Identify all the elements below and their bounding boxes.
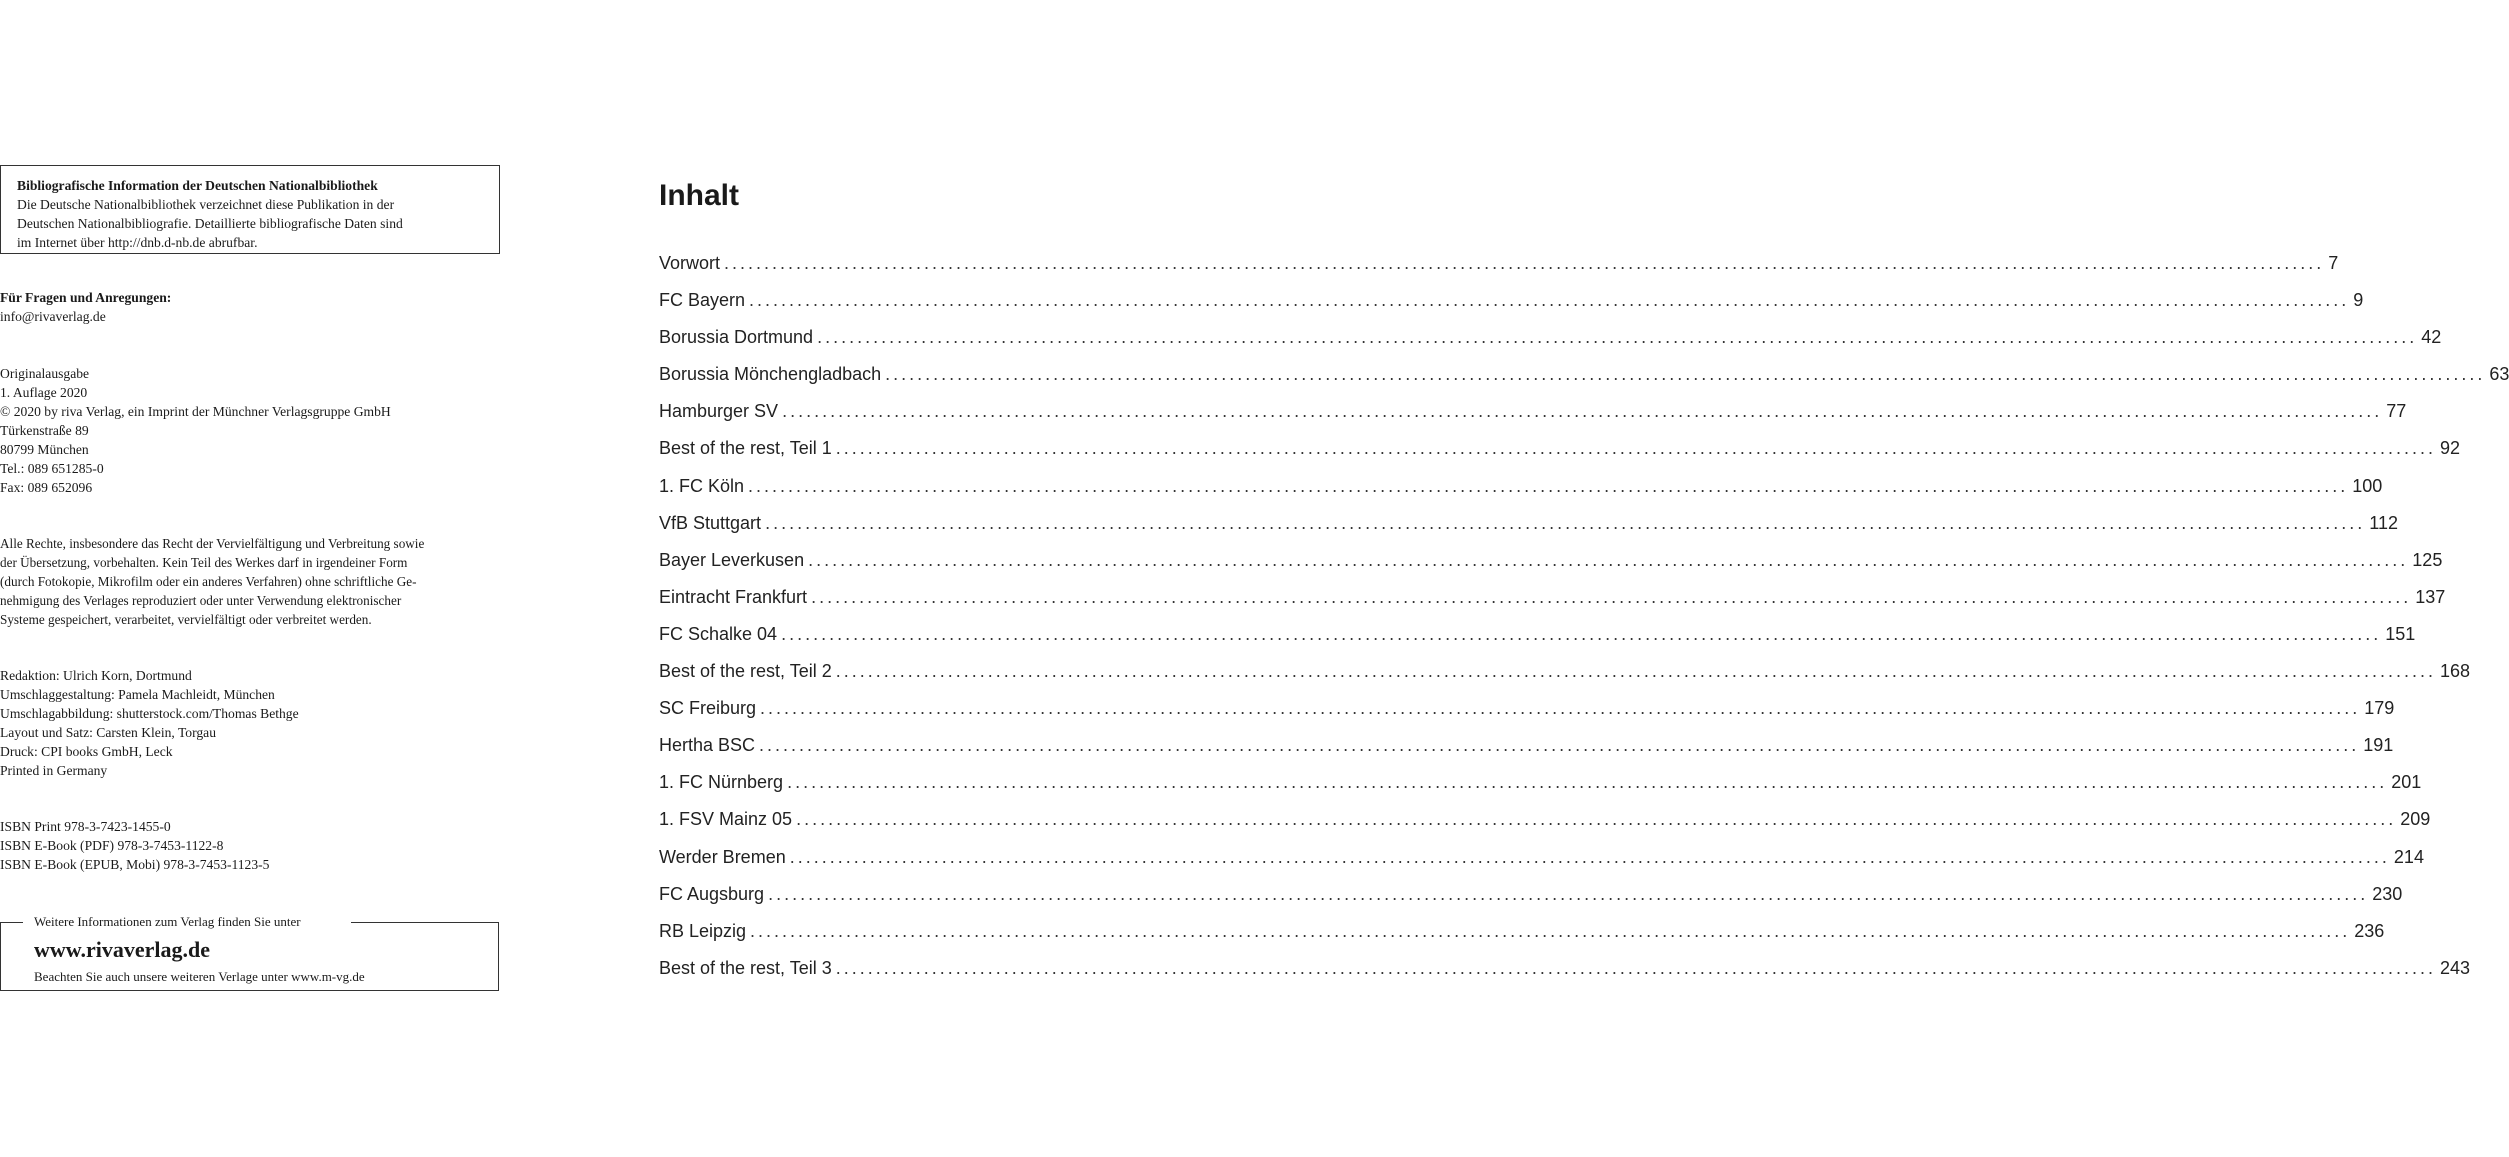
toc-entry[interactable] (659, 769, 2422, 806)
toc-entry-title: FC Augsburg (659, 883, 765, 904)
toc-leader-dots: ........................................................................................................................................................................................................ (765, 512, 2366, 533)
toc-entry-title: Borussia Dortmund (659, 327, 814, 348)
toc-entry[interactable] (659, 361, 2509, 398)
toc-leader-dots: ........................................................................................................................................................................................................ (811, 586, 2412, 607)
toc-entry-page: 92 (2439, 438, 2460, 459)
toc-entry[interactable] (659, 398, 2407, 435)
credits-line: Printed in Germany (0, 763, 108, 778)
toc-entry[interactable] (659, 881, 2403, 918)
credits-line: Umschlagabbildung: shutterstock.com/Thomas Bethge (0, 706, 299, 721)
toc-leader-dots: ........................................................................................................................................................................................................ (789, 846, 2390, 867)
toc-entry[interactable] (659, 806, 2431, 843)
toc-leader-dots: ........................................................................................................................................................................................................ (781, 623, 2382, 644)
toc-entry-page: 125 (2412, 549, 2443, 570)
toc-leader-dots: ........................................................................................................................................................................................................ (835, 438, 2436, 459)
bib-line: Die Deutsche Nationalbibliothek verzeichnet diese Publikation in der (17, 197, 395, 212)
toc-entry-page: 209 (2400, 809, 2431, 830)
rights-line: (durch Fotokopie, Mikrofilm oder ein anderes Verfahren) ohne schriftliche Ge- (0, 574, 417, 589)
toc-entry-page: 137 (2415, 586, 2446, 607)
toc-entry-page: 214 (2393, 846, 2424, 867)
toc-entry-title: Hertha BSC (659, 735, 756, 756)
bib-line: Deutschen Nationalbibliografie. Detaillierte bibliografische Daten sind (17, 216, 403, 231)
toc-entry-title: Vorwort (659, 253, 721, 273)
toc-entry-title: FC Bayern (659, 290, 746, 311)
toc-leader-dots: ........................................................................................................................................................................................................ (749, 290, 2350, 311)
toc-entry-page: 9 (2353, 290, 2364, 311)
isbn-block (0, 817, 500, 874)
publisher-line: Fax: 089 652096 (0, 480, 93, 495)
toc-entry[interactable] (659, 844, 2424, 881)
toc-entry-title: FC Schalke 04 (659, 623, 778, 644)
toc-entry-page: 100 (2352, 475, 2383, 496)
toc-entry-page: 191 (2363, 735, 2394, 756)
rights-block (0, 534, 500, 629)
web-caption: Weitere Informationen zum Verlag finden Sie unter (34, 914, 301, 929)
toc-entry-title: 1. FSV Mainz 05 (659, 809, 793, 830)
table-of-contents (659, 250, 2509, 992)
publisher-line: Tel.: 089 651285-0 (0, 461, 104, 476)
toc-entry-title: Werder Bremen (659, 846, 786, 867)
toc-entry[interactable] (659, 435, 2460, 472)
box-border-divider (351, 922, 498, 923)
toc-entry-page: 151 (2385, 623, 2416, 644)
publisher-web-box (0, 914, 499, 991)
bib-heading: Bibliografische Information der Deutschen Nationalbibliothek (17, 178, 378, 193)
toc-entry-page: 179 (2364, 698, 2395, 719)
toc-entry[interactable] (659, 510, 2398, 547)
toc-entry-title: SC Freiburg (659, 698, 757, 719)
toc-entry-page: 243 (2439, 957, 2471, 978)
rights-line: der Übersetzung, vorbehalten. Kein Teil des Werkes darf in irgendeiner Form (0, 555, 408, 570)
toc-leader-dots: ........................................................................................................................................................................................................ (760, 698, 2361, 719)
toc-entry[interactable] (659, 250, 2339, 287)
toc-leader-dots: ........................................................................................................................................................................................................ (782, 401, 2383, 422)
toc-leader-dots: ........................................................................................................................................................................................................ (835, 661, 2436, 682)
toc-entry-page: 112 (2369, 512, 2398, 533)
toc-entry-title: Best of the rest, Teil 1 (659, 438, 832, 459)
toc-entry-page: 63 (2489, 364, 2509, 385)
page-title: Inhalt (659, 179, 739, 212)
contact-heading: Für Fragen und Anregungen: (0, 290, 172, 305)
toc-entry[interactable] (659, 287, 2364, 324)
toc-entry-title: Bayer Leverkusen (659, 549, 805, 570)
isbn-line: ISBN E-Book (PDF) 978-3-7453-1122-8 (0, 838, 224, 853)
rights-line: Systeme gespeichert, verarbeitet, vervielfältigt oder verbreitet werden. (0, 612, 372, 627)
publisher-line: Originalausgabe (0, 366, 90, 381)
toc-entry[interactable] (659, 584, 2446, 621)
toc-entry[interactable] (659, 547, 2443, 584)
rights-line: nehmigung des Verlages reproduziert oder unter Verwendung elektronischer (0, 593, 402, 608)
publisher-line: Türkenstraße 89 (0, 423, 89, 438)
credits-line: Druck: CPI books GmbH, Leck (0, 744, 173, 759)
toc-leader-dots: ........................................................................................................................................................................................................ (796, 809, 2397, 830)
contact-block (0, 288, 500, 326)
toc-leader-dots: ........................................................................................................................................................................................................ (748, 475, 2349, 496)
toc-entry-page: 168 (2439, 661, 2471, 682)
toc-entry[interactable] (659, 695, 2395, 732)
toc-leader-dots: ........................................................................................................................................................................................................ (885, 364, 2486, 385)
isbn-line: ISBN Print 978-3-7423-1455-0 (0, 819, 171, 834)
toc-entry-title: Borussia Mönchengladbach (659, 364, 882, 385)
credits-block (0, 666, 500, 780)
toc-entry[interactable] (659, 324, 2442, 361)
toc-leader-dots: ........................................................................................................................................................................................................ (787, 772, 2388, 793)
toc-entry[interactable] (659, 658, 2471, 695)
toc-entry-title: 1. FC Köln (659, 475, 745, 496)
toc-entry-page: 230 (2372, 883, 2403, 904)
credits-line: Layout und Satz: Carsten Klein, Torgau (0, 725, 217, 740)
web-note: Beachten Sie auch unsere weiteren Verlage unter www.m-vg.de (34, 969, 365, 984)
toc-entry[interactable] (659, 732, 2394, 769)
box-border-divider (1, 922, 23, 923)
credits-line: Umschlaggestaltung: Pamela Machleidt, München (0, 687, 275, 702)
toc-entry[interactable] (659, 918, 2385, 955)
toc-leader-dots: ........................................................................................................................................................................................................ (808, 549, 2409, 570)
toc-entry-title: Eintracht Frankfurt (659, 586, 808, 607)
toc-entry-page: 201 (2391, 772, 2422, 793)
publisher-line: 1. Auflage 2020 (0, 385, 88, 400)
toc-entry[interactable] (659, 621, 2416, 658)
toc-leader-dots: ........................................................................................................................................................................................................ (817, 327, 2418, 348)
toc-entry-title: Hamburger SV (659, 401, 779, 422)
contact-email[interactable]: info@rivaverlag.de (0, 309, 106, 324)
toc-entry-title: Best of the rest, Teil 3 (659, 957, 832, 978)
toc-entry-page: 7 (2328, 253, 2339, 273)
toc-entry[interactable] (659, 473, 2383, 510)
toc-entry-page: 77 (2386, 401, 2407, 422)
toc-entry-title: 1. FC Nürnberg (659, 772, 784, 793)
publisher-block (0, 364, 500, 497)
toc-entry-title: RB Leipzig (659, 920, 747, 941)
bibliographic-info-box (0, 165, 500, 254)
toc-leader-dots: ........................................................................................................................................................................................................ (724, 253, 2325, 273)
toc-leader-dots: ........................................................................................................................................................................................................ (768, 883, 2369, 904)
toc-entry-page: 236 (2354, 920, 2385, 941)
toc-entry-page: 42 (2421, 327, 2442, 348)
publisher-url[interactable]: www.rivaverlag.de (34, 937, 210, 962)
toc-leader-dots: ........................................................................................................................................................................................................ (759, 735, 2360, 756)
rights-line: Alle Rechte, insbesondere das Recht der Vervielfältigung und Verbreitung sowie (0, 536, 425, 551)
toc-entry-title: VfB Stuttgart (659, 512, 762, 533)
toc-entry[interactable] (659, 955, 2471, 992)
publisher-line: © 2020 by riva Verlag, ein Imprint der Münchner Verlagsgruppe GmbH (0, 404, 391, 419)
publisher-line: 80799 München (0, 442, 89, 457)
toc-leader-dots: ........................................................................................................................................................................................................ (835, 957, 2436, 978)
isbn-line: ISBN E-Book (EPUB, Mobi) 978-3-7453-1123-5 (0, 857, 270, 872)
credits-line: Redaktion: Ulrich Korn, Dortmund (0, 668, 192, 683)
bib-line: im Internet über http://dnb.d-nb.de abrufbar. (17, 235, 258, 250)
toc-leader-dots: ........................................................................................................................................................................................................ (750, 920, 2351, 941)
toc-entry-title: Best of the rest, Teil 2 (659, 661, 832, 682)
